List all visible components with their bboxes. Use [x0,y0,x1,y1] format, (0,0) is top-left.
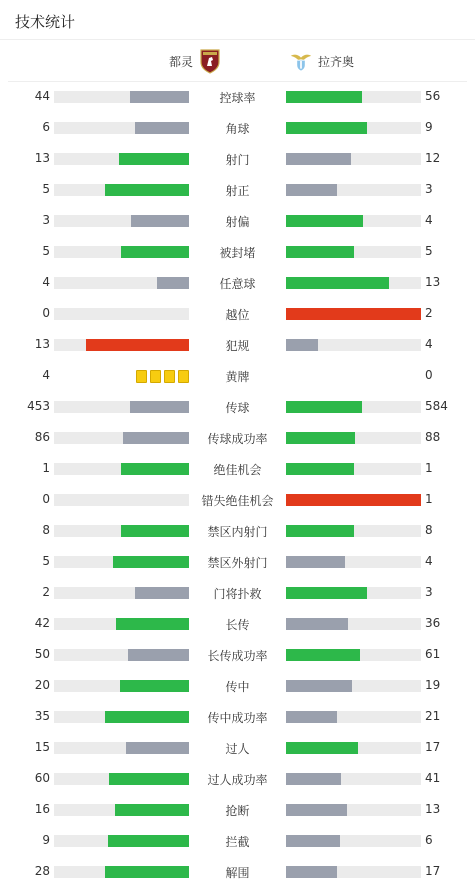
lazio-eagle-crest-icon [290,48,312,74]
away-stat-value: 3 [425,585,433,599]
away-stat-bar [286,122,367,134]
stat-row [0,237,475,268]
away-stat-bar [286,587,367,599]
home-stat-bar [121,246,189,258]
away-stat-value: 12 [425,151,441,165]
away-stat-value: 0 [425,368,433,382]
home-stat-value: 50 [34,647,50,661]
away-team-name: 拉齐奥 [318,54,355,69]
away-stat-bar-track [286,773,421,785]
stat-row [0,175,475,206]
home-stat-value: 16 [34,802,50,816]
away-stat-value: 13 [425,275,441,289]
home-stat-bar-track [54,742,189,754]
away-stat-bar [286,277,389,289]
away-stat-bar-track [286,308,421,320]
home-stat-bar [86,339,189,351]
away-stat-bar-track [286,91,421,103]
away-stat-bar-track [286,804,421,816]
home-stat-bar-track [54,649,189,661]
stat-row [0,454,475,485]
away-stat-bar-track [286,184,421,196]
home-stat-bar-track [54,308,189,320]
torino-crest-icon [199,48,221,74]
away-stat-value: 3 [425,182,433,196]
home-stat-value: 0 [42,492,50,506]
away-stat-bar [286,742,358,754]
away-stat-bar-track [286,742,421,754]
home-stat-bar [120,680,189,692]
home-stat-bar-track [54,494,189,506]
stat-row [0,113,475,144]
stat-row [0,857,475,888]
home-team-name: 都灵 [168,54,193,69]
home-stat-bar [130,91,189,103]
home-stat-value: 2 [42,585,50,599]
home-stat-bar [130,401,189,413]
stat-label: 角球 [225,122,250,136]
home-stat-bar-track [54,556,189,568]
stat-label: 拦截 [225,835,250,849]
stat-row [0,702,475,733]
away-stat-bar-track [286,401,421,413]
away-stat-bar-track [286,680,421,692]
stat-label: 犯规 [225,339,250,353]
away-stat-value: 13 [425,802,441,816]
home-stat-bar [105,184,189,196]
away-stat-value: 6 [425,833,433,847]
away-stat-value: 36 [425,616,441,630]
home-stat-bar-track [54,122,189,134]
stat-row [0,330,475,361]
away-stat-bar [286,153,351,165]
away-stat-bar [286,866,337,878]
home-stat-bar [135,122,189,134]
stat-label: 传球 [225,401,250,415]
away-stat-bar [286,184,337,196]
home-stat-bar [123,432,189,444]
away-stat-value: 56 [425,89,441,103]
home-stat-bar [131,215,189,227]
yellow-card-icon [178,370,189,383]
home-stat-value: 0 [42,306,50,320]
home-stat-bar-track [54,277,189,289]
home-stat-value: 5 [42,554,50,568]
home-stat-bar [157,277,189,289]
stat-label: 绝佳机会 [213,463,262,477]
home-stat-bar [105,866,189,878]
away-stat-bar [286,246,354,258]
home-stat-value: 8 [42,523,50,537]
stat-row [0,795,475,826]
away-stat-bar [286,773,341,785]
home-stat-bar-track [54,215,189,227]
home-stat-bar [116,618,189,630]
away-team[interactable] [290,48,354,74]
stat-label: 传球成功率 [207,432,268,446]
away-stat-value: 2 [425,306,433,320]
away-stat-value: 8 [425,523,433,537]
home-stat-bar [121,525,189,537]
stat-label: 解围 [225,866,250,880]
teams-header [8,40,467,82]
away-stat-bar-track [286,494,421,506]
home-stat-value: 15 [34,740,50,754]
stat-row [0,485,475,516]
home-stat-bar-track [54,401,189,413]
away-stat-bar [286,618,348,630]
stat-label: 过人成功率 [207,773,268,787]
home-stat-bar [109,773,189,785]
away-stat-bar-track [286,246,421,258]
home-stat-value: 20 [34,678,50,692]
home-stat-value: 35 [34,709,50,723]
stat-label: 错失绝佳机会 [201,494,274,508]
stat-label: 传中 [225,680,250,694]
stat-label: 门将扑救 [213,587,262,601]
home-stat-bar [115,804,189,816]
stat-label: 禁区内射门 [207,525,268,539]
away-stat-bar-track [286,556,421,568]
home-stat-value: 6 [42,120,50,134]
stat-row [0,299,475,330]
home-stat-bar-track [54,680,189,692]
home-stat-bar [108,835,189,847]
away-stat-bar-track [286,153,421,165]
home-stat-value: 44 [34,89,50,103]
home-stat-value: 4 [42,368,50,382]
away-stat-bar [286,432,355,444]
stat-label: 任意球 [219,277,256,291]
away-stat-bar-track [286,432,421,444]
home-stat-value: 5 [42,244,50,258]
stat-label: 射偏 [225,215,250,229]
stat-row [0,547,475,578]
home-stat-value: 13 [34,337,50,351]
away-stat-bar-track [286,835,421,847]
home-stat-bar-track [54,153,189,165]
home-stat-bar-track [54,184,189,196]
away-stat-bar [286,525,354,537]
stat-row [0,578,475,609]
stat-label: 传中成功率 [207,711,268,725]
away-stat-bar [286,649,360,661]
stat-label: 长传成功率 [207,649,268,663]
home-stat-bar-track [54,804,189,816]
away-stat-bar-track [286,525,421,537]
away-stat-value: 584 [425,399,448,413]
away-stat-value: 4 [425,213,433,227]
away-stat-bar [286,494,421,506]
home-stat-bar-track [54,618,189,630]
yellow-card-icon [136,370,147,383]
stat-row [0,361,475,392]
away-stat-value: 1 [425,461,433,475]
stat-row [0,82,475,113]
home-team[interactable] [169,48,221,74]
home-stat-bar [121,463,189,475]
away-stat-bar [286,339,318,351]
stat-row [0,826,475,857]
home-stat-bar-track [54,866,189,878]
home-stat-bar-track [54,835,189,847]
home-stat-value: 28 [34,864,50,878]
away-stat-value: 61 [425,647,441,661]
away-stat-bar [286,463,354,475]
away-stat-bar [286,401,362,413]
away-stat-bar-track [286,122,421,134]
away-stat-bar-track [286,339,421,351]
away-stat-bar-track [286,587,421,599]
home-stat-bar-track [54,91,189,103]
stat-label: 长传 [225,618,250,632]
home-stat-value: 4 [42,275,50,289]
away-stat-bar [286,556,345,568]
away-stat-value: 9 [425,120,433,134]
away-stat-bar [286,711,337,723]
away-stat-value: 4 [425,554,433,568]
home-stat-value: 453 [27,399,50,413]
home-stat-value: 86 [34,430,50,444]
stat-label: 抢断 [225,804,250,818]
away-stat-bar-track [286,649,421,661]
stat-row [0,640,475,671]
stat-row [0,733,475,764]
home-stat-bar [128,649,189,661]
home-stat-bar-track [54,587,189,599]
away-stat-value: 4 [425,337,433,351]
away-stat-value: 21 [425,709,441,723]
stats-list [0,82,475,888]
away-stat-value: 41 [425,771,441,785]
stat-row [0,206,475,237]
stat-row [0,144,475,175]
home-stat-bar-track [54,432,189,444]
stat-label: 控球率 [219,91,256,105]
stat-label: 射门 [225,153,250,167]
home-stat-bar-track [54,246,189,258]
away-stat-bar [286,680,352,692]
yellow-card-icon [164,370,175,383]
away-stat-bar-track [286,866,421,878]
home-stat-value: 5 [42,182,50,196]
home-stat-bar-track [54,339,189,351]
away-stat-value: 17 [425,740,441,754]
stat-row [0,392,475,423]
away-stat-value: 88 [425,430,441,444]
home-stat-value: 9 [42,833,50,847]
stat-label: 过人 [225,742,250,756]
home-stat-bar [105,711,189,723]
stat-row [0,764,475,795]
home-stat-bar-track [54,463,189,475]
away-stat-bar [286,835,340,847]
away-stat-bar-track [286,618,421,630]
stat-label: 禁区外射门 [207,556,268,570]
away-stat-value: 5 [425,244,433,258]
home-stat-value: 13 [34,151,50,165]
away-stat-bar-track [286,277,421,289]
away-stat-bar [286,91,362,103]
home-stat-bar [113,556,189,568]
home-stat-value: 3 [42,213,50,227]
away-stat-bar-track [286,463,421,475]
yellow-cards [136,370,189,383]
home-stat-bar-track [54,711,189,723]
away-stat-bar [286,308,421,320]
away-stat-bar [286,804,347,816]
home-stat-value: 1 [42,461,50,475]
home-stat-value: 60 [34,771,50,785]
away-stat-bar-track [286,711,421,723]
home-stat-bar [126,742,189,754]
stat-label: 越位 [225,308,250,322]
home-stat-bar-track [54,773,189,785]
home-stat-bar-track [54,525,189,537]
away-stat-value: 17 [425,864,441,878]
stat-label: 黄牌 [225,370,250,384]
stat-row [0,516,475,547]
home-stat-bar [119,153,189,165]
stat-row [0,423,475,454]
page-title: 技术统计 [0,0,475,40]
yellow-card-icon [150,370,161,383]
stat-label: 射正 [225,184,250,198]
home-stat-bar [135,587,189,599]
away-stat-value: 1 [425,492,433,506]
stat-row [0,268,475,299]
away-stat-value: 19 [425,678,441,692]
stat-label: 被封堵 [219,246,256,260]
stat-row [0,609,475,640]
home-stat-value: 42 [34,616,50,630]
away-stat-bar-track [286,215,421,227]
stat-row [0,671,475,702]
away-stat-bar [286,215,363,227]
